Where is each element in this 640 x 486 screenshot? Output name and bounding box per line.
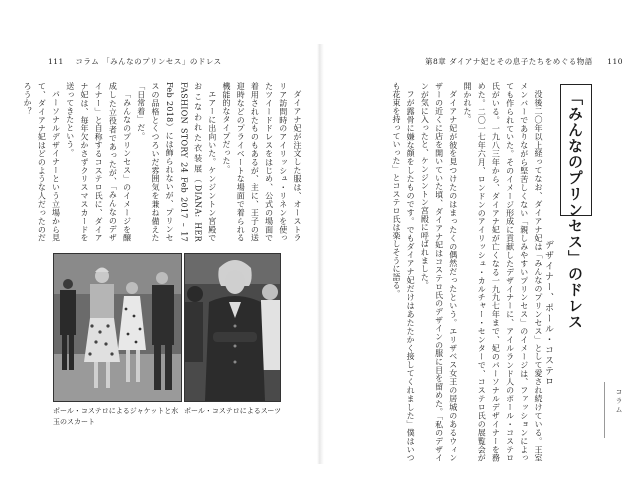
column-title: 「みんなのプリンセス」のドレス (566, 90, 584, 330)
paragraph: 「みんなのプリンセス」のイメージを醸成した立役者であったが、「みんなのデザイナー」と自称するコステロ氏に、ダイアナ妃は、毎年欠かさずクリスマスカードを送ってきたという。 (65, 82, 132, 242)
column-subtitle: デザイナー、ポール・コステロ (543, 240, 553, 387)
left-running-header (48, 56, 222, 67)
photo-suit (184, 253, 281, 402)
photo-caption: ポール・コステロによるジャケットと水玉のスカート (53, 407, 179, 426)
paragraph: ダイアナ妃が彼を見つけたのはまったくの偶然だったという。エリザベス女王の居城のあるウィンザーの近くに店を開いていた頃、ダイアナ妃はコステロ氏のデザインの服に目を留めた。「私のデザインが気に入ったと、ケンジントン宮殿に呼ばれました。 (420, 82, 458, 462)
right-page-number: 110 (607, 57, 624, 66)
right-running-header (425, 56, 623, 67)
photo-illustration (185, 254, 280, 401)
left-page-number: 111 (48, 57, 64, 66)
right-page-body (355, 82, 545, 462)
paragraph: 没後二〇年以上経ってなお、ダイアナ妃は「みんなのプリンセス」として愛され続けている。王室メンバーでありながら堅苦しくない「親しみやすいプリンセス」のイメージは、ファッションによっても作られていた。そのイメージ形成に貢献したデザイナーに、アイルランド人のポール・コステロ氏がいる。一九八三年から、ダイアナ妃が亡くなる一九九七年まで、妃のパーソナルデザイナーを務めた。二〇一七年六月、ロンドンのアイリッシュ・カルチャー・センターで、コステロ氏の展覧会が開かれた。 (462, 82, 543, 462)
paragraph: ダイアナ妃が注文した服は、オーストラリア訪問時のアイリッシュ・リネンを使ったツイードドレスをはじめ、公式の場面で着用されたものもあるが、主に、王子の送迎時などのプライベートな場面で着られる機能的なタイプだった。 (221, 82, 302, 242)
book-gutter (317, 44, 324, 464)
photo-caption: ポール・コステロによるスーツ (184, 407, 282, 415)
paragraph: パーソナルデザイナーという立場から見て、ダイアナ妃はどのような人だったのだろうか？ (23, 82, 61, 242)
column-tab-label: コラム (615, 388, 623, 415)
left-running-title: コラム 「みんなのプリンセス」のドレス (75, 57, 222, 66)
left-page-body (23, 82, 304, 242)
right-running-title: 第8章 ダイアナ妃とその息子たちをめぐる物語 (425, 57, 593, 66)
photo-jacket-polka-skirt (53, 253, 182, 402)
paragraph: フが露骨に嫌な顔をしたものです。でもダイアナ妃だけはあたたかく接してくれました」僕はいつも花束を持っていった」とコステロ氏は楽しそうに語る。 (391, 82, 416, 462)
paragraph: エアーに出向いた。ケンジントン宮殿でおこなわれた衣装展（DIANA: HER FASHION STORY 24 Feb 2017 – 17 Feb 2018）には飾られないが、プリンセスの品格とくつろいだ雰囲気を兼ね備えた「日常着」だ。 (136, 82, 217, 242)
photo-illustration (54, 254, 181, 401)
